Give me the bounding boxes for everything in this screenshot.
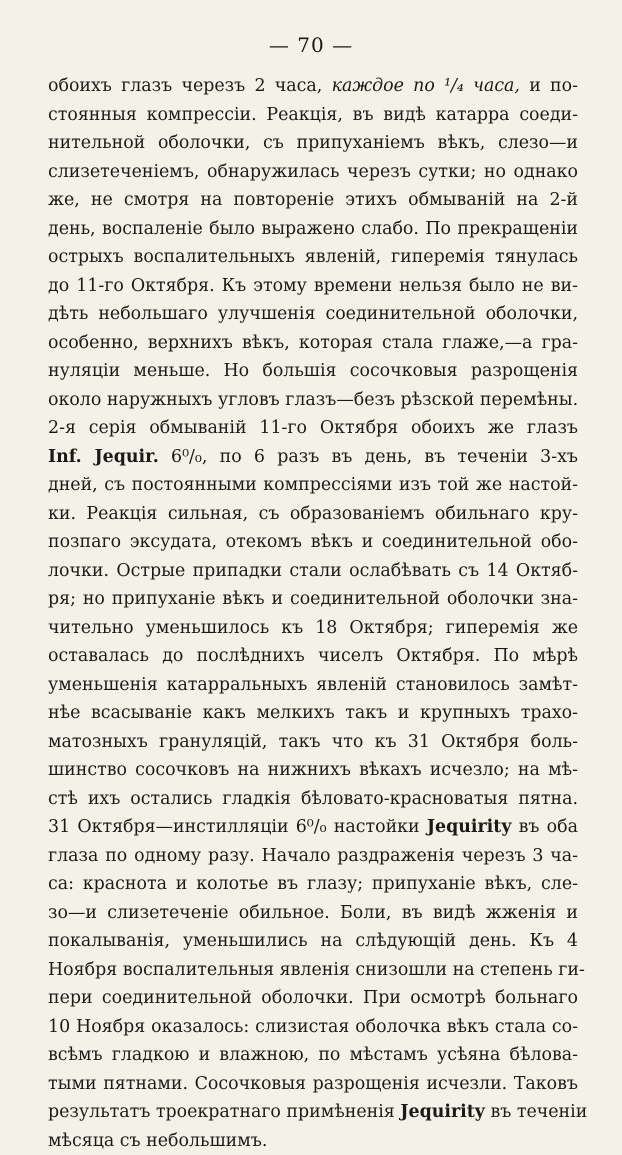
text-line bbox=[48, 243, 578, 272]
text-line bbox=[48, 1098, 578, 1127]
text-line bbox=[48, 756, 578, 785]
text-run: слизетеченіемъ, обнаружилась черезъ сутки; но однако bbox=[48, 162, 578, 182]
text-run: 31 Октября—инстилляціи 6⁰/₀ настойки bbox=[48, 817, 427, 837]
text-run: ря; но припуханіе вѣкъ и соединительной оболочки зна- bbox=[48, 589, 578, 609]
text-line bbox=[48, 984, 578, 1013]
italic-run: каждое по ¹/₄ часа, bbox=[332, 76, 520, 96]
text-line bbox=[48, 614, 578, 643]
text-line bbox=[48, 813, 578, 842]
text-run: са: краснота и колотье въ глазу; припуханіе вѣкъ, сле- bbox=[48, 874, 578, 894]
text-line bbox=[48, 272, 578, 301]
text-run: нуляціи меньше. Но большія сосочковыя разрощенія bbox=[48, 361, 578, 381]
text-run: покалыванія, уменьшились на слѣдующій день. Къ 4 bbox=[48, 931, 578, 951]
text-line bbox=[48, 528, 578, 557]
text-run: всѣмъ гладкою и влажною, по мѣстамъ усѣяна бѣлова- bbox=[48, 1045, 578, 1065]
text-run: ки. Реакція сильная, съ образованіемъ обильнаго кру- bbox=[48, 504, 578, 524]
text-line bbox=[48, 500, 578, 529]
body-text bbox=[48, 72, 578, 1155]
text-run: уменьшенія катарральныхъ явленій становилось замѣт- bbox=[48, 675, 578, 695]
text-line bbox=[48, 186, 578, 215]
text-run: мѣсяца съ небольшимъ. bbox=[48, 1131, 267, 1151]
text-run: Ноября воспалительныя явленія снизошли на степень ги- bbox=[48, 960, 585, 980]
text-run: стоянныя компрессіи. Реакція, въ видѣ катарра соеди- bbox=[48, 105, 578, 125]
text-run: стѣ ихъ остались гладкія бѣловато-красноватыя пятна. bbox=[48, 789, 578, 809]
text-line bbox=[48, 329, 578, 358]
text-run: лочки. Острые припадки стали ослабѣвать съ 14 Октяб- bbox=[48, 561, 578, 581]
text-run: оставалась до послѣднихъ чиселъ Октября. По мѣрѣ bbox=[48, 646, 578, 666]
blackletter-run: Inf. Jequir. bbox=[48, 447, 159, 467]
text-run: 2-я серія обмываній 11-го Октября обоихъ же глазъ bbox=[48, 418, 578, 438]
text-run: шинство сосочковъ на нижнихъ вѣкахъ исчезло; на мѣ- bbox=[48, 760, 578, 780]
text-line bbox=[48, 215, 578, 244]
text-line bbox=[48, 1041, 578, 1070]
text-line bbox=[48, 1013, 578, 1042]
text-line bbox=[48, 386, 578, 415]
text-run: матозныхъ грануляцій, такъ что къ 31 Октября боль- bbox=[48, 732, 578, 752]
blackletter-run: Jequirity bbox=[427, 817, 512, 837]
text-run: день, воспаленіе было выражено слабо. По прекращеніи bbox=[48, 219, 578, 239]
text-run: нѣе всасываніе какъ мелкихъ такъ и крупныхъ трахо- bbox=[48, 703, 578, 723]
text-line bbox=[48, 101, 578, 130]
text-run: же, не смотря на повтореніе этихъ обмываній на 2-й bbox=[48, 190, 578, 210]
text-run: дней, съ постоянными компрессіями изъ той же настой- bbox=[48, 475, 578, 495]
text-line bbox=[48, 728, 578, 757]
text-run: въ оба bbox=[511, 817, 578, 837]
text-line bbox=[48, 927, 578, 956]
text-line bbox=[48, 72, 578, 101]
text-line bbox=[48, 129, 578, 158]
text-run: особенно, верхнихъ вѣкъ, которая стала глаже,—а гра- bbox=[48, 333, 578, 353]
text-line bbox=[48, 870, 578, 899]
text-line bbox=[48, 557, 578, 586]
text-run: около наружныхъ угловъ глазъ—безъ рѣзской перемѣны. bbox=[48, 390, 578, 410]
text-line bbox=[48, 642, 578, 671]
text-line bbox=[48, 1127, 578, 1155]
text-line bbox=[48, 414, 578, 443]
text-line bbox=[48, 785, 578, 814]
text-line bbox=[48, 899, 578, 928]
text-run: острыхъ воспалительныхъ явленій, гиперемія тянулась bbox=[48, 247, 578, 267]
text-line bbox=[48, 471, 578, 500]
text-line bbox=[48, 158, 578, 187]
text-line bbox=[48, 300, 578, 329]
text-line bbox=[48, 842, 578, 871]
text-run: до 11-го Октября. Къ этому времени нельзя было не ви- bbox=[48, 276, 578, 296]
text-run: тыми пятнами. Сосочковыя разрощенія исчезли. Таковъ bbox=[48, 1074, 578, 1094]
text-run: 10 Ноября оказалось: слизистая оболочка вѣкъ стала со- bbox=[48, 1017, 578, 1037]
text-line bbox=[48, 585, 578, 614]
text-run: пери соединительной оболочки. При осмотрѣ больнаго bbox=[48, 988, 578, 1008]
text-line bbox=[48, 699, 578, 728]
text-run: позпаго эксудата, отекомъ вѣкъ и соединительной обо- bbox=[48, 532, 578, 552]
text-line bbox=[48, 671, 578, 700]
text-run: въ теченіи bbox=[485, 1102, 587, 1122]
text-line bbox=[48, 443, 578, 472]
page-number: — 70 — bbox=[0, 33, 622, 57]
text-run: результатъ троекратнаго примѣненія bbox=[48, 1102, 400, 1122]
text-run: 6⁰/₀, по 6 разъ въ день, въ теченіи 3-хъ bbox=[159, 447, 578, 467]
text-run: дѣть небольшаго улучшенія соединительной оболочки, bbox=[48, 304, 578, 324]
text-run: зо—и слизетеченіе обильное. Боли, въ видѣ жженія и bbox=[48, 903, 578, 923]
text-run: и по- bbox=[520, 76, 578, 96]
text-run: глаза по одному разу. Начало раздраженія черезъ 3 ча- bbox=[48, 846, 578, 866]
text-line bbox=[48, 357, 578, 386]
blackletter-run: Jequirity bbox=[400, 1102, 485, 1122]
text-run: обоихъ глазъ черезъ 2 часа, bbox=[48, 76, 332, 96]
text-run: нительной оболочки, съ припуханіемъ вѣкъ, слезо—и bbox=[48, 133, 578, 153]
text-line bbox=[48, 1070, 578, 1099]
text-run: чительно уменьшилось къ 18 Октября; гиперемія же bbox=[48, 618, 578, 638]
